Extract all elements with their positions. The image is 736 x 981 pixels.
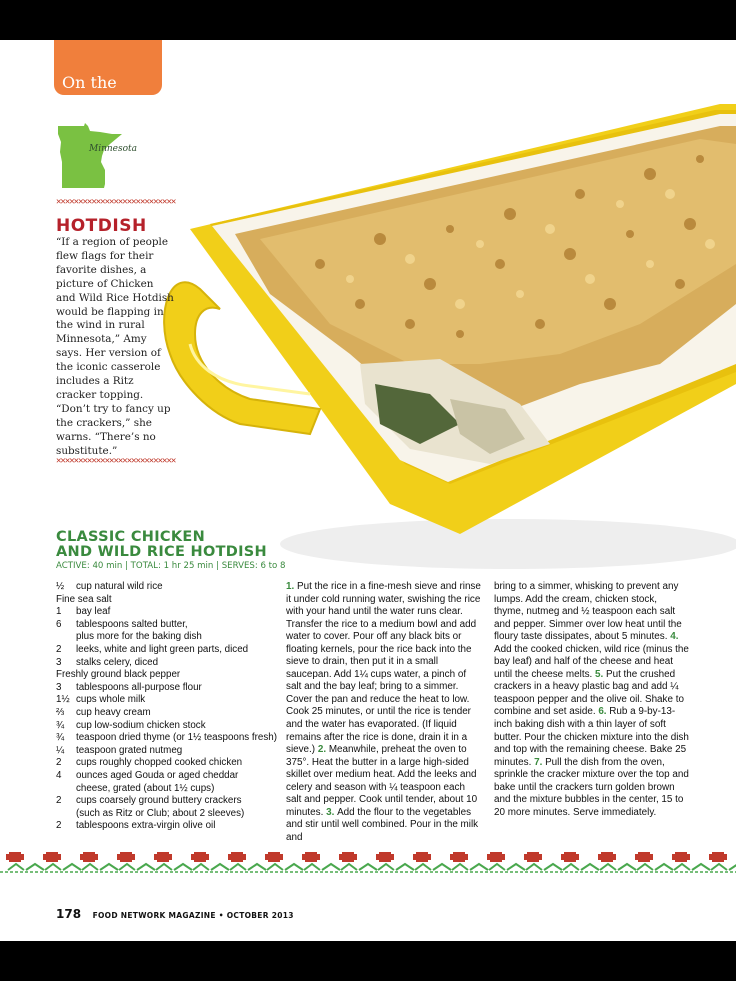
folio: [56, 907, 294, 921]
recipe-title-line: CLASSIC CHICKEN: [56, 529, 206, 545]
step-number: 4.: [670, 631, 679, 643]
ingredient-item: [56, 657, 282, 670]
ingredient-quantity: 1½: [56, 694, 70, 706]
ingredient-quantity: 3: [56, 656, 62, 668]
ingredient-text: cup heavy cream: [76, 706, 151, 718]
magazine-credit: FOOD NETWORK MAGAZINE • OCTOBER 2013: [92, 911, 294, 920]
ingredient-item: [56, 631, 282, 644]
ingredient-quantity: 2: [56, 643, 62, 655]
step-text: Add the flour to the vegetables and stir until well combined. Pour in the milk and: [286, 806, 479, 843]
ingredient-text: teaspoon grated nutmeg: [76, 744, 183, 756]
direction-step: [286, 581, 481, 755]
directions-column: [286, 581, 481, 844]
ingredient-text: leeks, white and light green parts, diced: [76, 643, 249, 655]
step-number: 7.: [534, 756, 546, 768]
directions-column: [494, 581, 689, 819]
ingredient-item: [56, 682, 282, 695]
ingredient-item: [56, 669, 282, 682]
step-text: Rub a 9-by-13-inch baking dish with a thin layer of soft butter. Pour the chicken mixture into the dish and top with the remaining cheese. Bake 25 minutes.: [494, 706, 689, 768]
ingredient-quantity: 3: [56, 681, 62, 693]
magazine-page: [0, 40, 736, 941]
ingredient-item: [56, 720, 282, 733]
ingredient-item: [56, 581, 282, 594]
intro-title: HOTDISH: [56, 216, 147, 236]
direction-step: [494, 581, 682, 642]
ingredient-text: tablespoons salted butter,: [76, 618, 188, 630]
ingredient-item: [56, 594, 282, 607]
ingredient-quantity: ½: [56, 581, 65, 592]
ingredient-item: [56, 745, 282, 758]
ingredient-item: [56, 757, 282, 770]
step-text: Put the rice in a fine-mesh sieve and rinse it under cold running water, swishing the rice with your hand until the water runs clear. Transfer the rice to a medium bowl and add water to cover. Pour off any black bits or floating kernels, pour the rice back into the sieve to drain, then put it in a small saucepan. Add 1¼ cups water, a pinch of salt and the bay leaf; bring to a simmer. Cover the pan and reduce the heat to low. Cook 25 minutes, or until the rice is tender and the water has evaporated. (If liquid remains after the rice is done, drain it in a sieve.): [286, 581, 481, 756]
ingredient-item: [56, 619, 282, 632]
ingredient-quantity: ¾: [56, 732, 65, 744]
ingredient-quantity: ⅔: [56, 706, 65, 718]
step-number: 5.: [595, 668, 606, 680]
ingredient-quantity: ¾: [56, 719, 65, 731]
ingredient-text: cups coarsely ground buttery crackers: [76, 795, 242, 807]
state-label: Minnesota: [89, 144, 138, 154]
ingredient-item: [56, 770, 282, 783]
step-number: 1.: [286, 581, 297, 592]
ingredient-quantity: 6: [56, 618, 62, 630]
ingredient-item: [56, 783, 282, 796]
section-tab-label: On the Road: [62, 73, 117, 111]
ingredient-text: cup low-sodium chicken stock: [76, 719, 206, 731]
ingredient-item: [56, 644, 282, 657]
step-text: bring to a simmer, whisking to prevent any lumps. Add the cream, chicken stock, thyme, nutmeg and ½ teaspoon each salt and pepper. Simmer over low heat until the floury taste dissipates, about 5 minutes.: [494, 581, 682, 643]
ingredient-item: [56, 606, 282, 619]
ingredient-text: cups roughly chopped cooked chicken: [76, 757, 243, 769]
minnesota-map-icon: [56, 122, 138, 192]
cross-stitch-divider: ✕✕✕✕✕✕✕✕✕✕✕✕✕✕✕✕✕✕✕✕✕✕✕✕✕✕✕: [56, 456, 176, 466]
hotdish-photo: [160, 64, 736, 594]
recipe-meta: ACTIVE: 40 min | TOTAL: 1 hr 25 min | SERVES: 6 to 8: [56, 561, 286, 571]
step-text: Add the cooked chicken, wild rice (minus the bay leaf) and half of the cheese and heat until the cheese melts.: [494, 643, 689, 680]
ingredient-text: teaspoon dried thyme (or 1½ teaspoons fresh): [76, 732, 277, 744]
ingredient-text: cup natural wild rice: [76, 581, 163, 592]
ingredient-text: cups whole milk: [76, 694, 146, 706]
ingredient-text: Freshly ground black pepper: [56, 669, 181, 681]
ingredient-text: tablespoons all-purpose flour: [76, 681, 202, 693]
step-number: 2.: [317, 744, 329, 756]
intro-text: “If a region of people flew flags for their favorite dishes, a picture of Chicken and Wild Rice Hotdish would be flapping in the wind in rural Minnesota,” Amy says. Her version of the iconic casserole includes a Ritz cracker topping. “Don’t try to fancy up the crackers,” she warns. “There’s no substitute.”: [56, 236, 174, 457]
ingredient-text: bay leaf: [76, 606, 111, 618]
ingredient-quantity: 2: [56, 795, 62, 807]
ingredient-quantity: ¼: [56, 744, 65, 756]
ingredient-quantity: [56, 808, 76, 821]
ingredient-item: [56, 732, 282, 745]
ingredient-quantity: 2: [56, 757, 62, 769]
ingredient-text: ounces aged Gouda or aged cheddar: [76, 769, 239, 781]
ingredient-quantity: 4: [56, 769, 62, 781]
ingredient-text: plus more for the baking dish: [76, 631, 202, 643]
ingredient-list: [56, 581, 282, 833]
step-text: Pull the dish from the oven, sprinkle the cracker mixture over the top and bake until the crackers turn golden brown and the mixture bubbles in the center, 15 to 20 more minutes. Serve immediately.: [494, 756, 689, 818]
ingredient-text: stalks celery, diced: [76, 656, 159, 668]
ingredient-quantity: [56, 783, 76, 796]
ingredient-item: [56, 707, 282, 720]
recipe-title: [56, 530, 316, 560]
ingredient-quantity: [56, 631, 76, 644]
step-number: 6.: [598, 706, 610, 718]
step-text: Meanwhile, preheat the oven to 375°. Heat the butter in a large high-sided skillet over medium heat. Add the leeks and celery and season with ¼ teaspoon each salt and pepper. Cook until tender, about 10 minutes.: [286, 744, 478, 818]
step-text: Put the crushed crackers in a heavy plastic bag and add ¼ teaspoon pepper and the olive oil. Shake to combine and set aside.: [494, 668, 684, 718]
ingredient-item: [56, 808, 282, 821]
ingredient-text: cheese, grated (about 1½ cups): [76, 782, 215, 794]
ingredient-text: tablespoons extra-virgin olive oil: [76, 820, 216, 832]
ingredient-quantity: 2: [56, 820, 62, 832]
cross-stitch-divider: ✕✕✕✕✕✕✕✕✕✕✕✕✕✕✕✕✕✕✕✕✕✕✕✕✕✕✕: [56, 197, 176, 207]
step-number: 3.: [326, 806, 338, 818]
section-tab: [54, 40, 162, 111]
ingredient-item: [56, 820, 282, 833]
ingredient-item: [56, 694, 282, 707]
ingredient-text: Fine sea salt: [56, 593, 112, 605]
ingredient-quantity: 1: [56, 606, 62, 618]
cross-stitch-border: [0, 850, 736, 890]
ingredient-item: [56, 795, 282, 808]
recipe-title-line: AND WILD RICE HOTDISH: [56, 544, 267, 560]
ingredient-text: (such as Ritz or Club; about 2 sleeves): [76, 807, 245, 819]
page-number: 178: [56, 907, 82, 921]
